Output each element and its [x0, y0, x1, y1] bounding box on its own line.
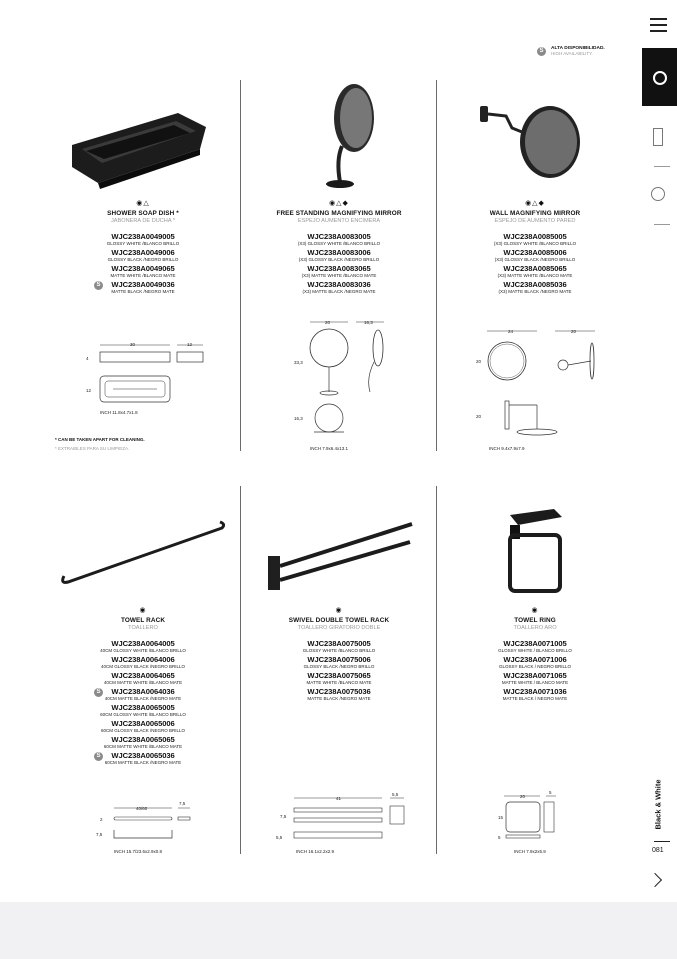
towel-ring-drawing: [494, 788, 574, 844]
list-item: [48, 704, 238, 718]
dim-side: 5: [549, 790, 552, 795]
product-finish: GLOSSY BLACK /NEGRO BRILLO: [303, 664, 375, 669]
dim-width: 20: [520, 794, 526, 799]
product-finish: (X3) GLOSSY WHITE /BLANCO BRILLO: [493, 241, 577, 246]
product-name-es: ESPEJO DE AUMENTO PARED: [494, 218, 576, 224]
product-code: WJC238A0049006: [111, 248, 175, 257]
product-code: WJC238A0075036: [307, 687, 371, 696]
product-code: WJC238A0075005: [307, 639, 371, 648]
list-item: [440, 656, 630, 670]
product-finish: MATTE WHITE / BLANCO MATE: [501, 680, 569, 685]
dim-width: 41: [336, 796, 342, 801]
list-item: [48, 672, 238, 686]
footer-band: [0, 902, 677, 959]
inch-soap-dish: INCH 11.8x4.7x1.8: [100, 410, 138, 415]
dim-height: 4: [86, 356, 89, 361]
availability-label-en: HIGH AVAILABILITY.: [551, 51, 593, 56]
code-list: [48, 233, 238, 295]
list-item: [440, 281, 630, 295]
inch-swivel-towel-rack: INCH 16.1x2.2x2.9: [296, 849, 335, 854]
dim-height: 2: [100, 817, 103, 822]
product-towel-ring: [440, 606, 630, 704]
product-finish: (X3) MATTE WHITE /BLANCO MATE: [497, 273, 573, 278]
list-item: [440, 233, 630, 247]
product-name: SHOWER SOAP DISH *: [107, 210, 179, 217]
symbol-icons: ◉△◆: [525, 200, 545, 207]
product-code: WJC238A0065065: [111, 735, 175, 744]
dim-depth: 5: [498, 835, 501, 840]
availability-label-es: ALTA DISPONIBILIDAD.: [551, 46, 605, 51]
code-list: [48, 640, 238, 766]
symbol-icons: ◉: [335, 607, 343, 614]
product-code: WJC238A0075065: [307, 671, 371, 680]
product-code: WJC238A0049036: [111, 280, 175, 289]
product-finish: 40CM GLOSSY BLACK /NEGRO BRILLO: [101, 664, 185, 669]
product-finish: MATTE BLACK /NEGRO MATE: [307, 696, 371, 701]
product-code: WJC238A0064006: [111, 655, 175, 664]
product-finish: 40CM MATTE WHITE /BLANCO MATE: [103, 680, 183, 685]
free-standing-mirror-image: [312, 80, 392, 190]
divider: [654, 224, 670, 225]
dim-width: 20: [325, 320, 331, 325]
product-finish: 60CM GLOSSY BLACK /NEGRO BRILLO: [101, 728, 185, 733]
dim-base: 16,3: [294, 416, 303, 421]
list-item: [244, 233, 434, 247]
inch-wall-mirror: INCH 9.4x7.9x7.9: [489, 446, 525, 451]
list-item: [48, 656, 238, 670]
soap-dish-drawing: [85, 340, 215, 420]
list-item: [48, 752, 238, 766]
side-rail: [640, 0, 677, 902]
product-code: WJC238A0075006: [307, 655, 371, 664]
availability-badge: S: [94, 752, 103, 761]
code-list: [244, 233, 434, 295]
list-item: [440, 688, 630, 702]
product-finish: GLOSSY BLACK /NEGRO BRILLO: [107, 257, 179, 262]
list-item: [244, 249, 434, 263]
next-page-button[interactable]: [650, 872, 666, 890]
dim-width: 40/60: [136, 806, 148, 811]
product-free-standing-mirror: [244, 199, 434, 297]
product-code: WJC238A0064036: [111, 687, 175, 696]
towel-rack-drawing: [90, 800, 200, 848]
product-finish: 40CM GLOSSY WHITE /BLANCO BRILLO: [100, 648, 186, 653]
dim-width: 30: [130, 342, 136, 347]
list-item: [48, 736, 238, 750]
symbol-icons: ◉: [531, 607, 539, 614]
menu-icon[interactable]: [650, 18, 667, 32]
product-finish: GLOSSY BLACK / NEGRO BRILLO: [499, 664, 571, 669]
nav-tab-tissue[interactable]: [651, 187, 665, 201]
towel-ring-image: [500, 505, 570, 597]
dim-depth: 5,5: [276, 835, 283, 840]
product-name: FREE STANDING MAGNIFYING MIRROR: [276, 210, 402, 217]
list-item: [244, 640, 434, 654]
inch-towel-rack: INCH 15.7/23.6x2.9x0.8: [114, 849, 163, 854]
list-item: [244, 656, 434, 670]
list-item: [48, 720, 238, 734]
product-finish: (X3) GLOSSY BLACK /NEGRO BRILLO: [494, 257, 576, 262]
product-name: TOWEL RACK: [120, 617, 166, 624]
symbol-icons: ◉△: [136, 200, 150, 207]
list-item: [440, 672, 630, 686]
product-finish: MATTE BLACK /NEGRO MATE: [111, 289, 175, 294]
swivel-towel-rack-image: [264, 516, 414, 596]
list-item: [244, 688, 434, 702]
brand-label: Black & White: [653, 779, 663, 830]
dim-depth: 7,5: [96, 832, 103, 837]
product-code: WJC238A0071065: [503, 671, 567, 680]
code-list: [244, 640, 434, 702]
swivel-towel-rack-drawing: [272, 790, 412, 848]
towel-rack-image: [58, 518, 228, 588]
product-finish: (X3) GLOSSY WHITE /BLANCO BRILLO: [297, 241, 381, 246]
product-code: WJC238A0085036: [503, 280, 567, 289]
list-item: [48, 233, 238, 247]
product-finish: 60CM MATTE WHITE /BLANCO MATE: [103, 744, 183, 749]
inch-towel-ring: INCH 7.9x2x5.9: [514, 849, 546, 854]
availability-badge: S: [537, 47, 546, 56]
dim-height: 7,5: [280, 814, 287, 819]
product-code: WJC238A0085065: [503, 264, 567, 273]
divider: [436, 486, 437, 854]
list-item: [244, 672, 434, 686]
product-name-es: JABONERA DE DUCHA *: [110, 218, 176, 224]
symbol-icons: ◉: [139, 607, 147, 614]
product-code: WJC238A0083006: [307, 248, 371, 257]
product-name-es: TOALLERO GIRATORIO DOBLE: [297, 625, 381, 631]
product-finish: 40CM MATTE BLACK /NEGRO MATE: [104, 696, 182, 701]
chevron-right-icon: [648, 873, 662, 887]
list-item: [48, 640, 238, 654]
product-code: WJC238A0071006: [503, 655, 567, 664]
product-finish: (X3) MATTE BLACK /NEGRO MATE: [302, 289, 376, 294]
dim-side: 20: [571, 329, 577, 334]
availability-badge: S: [94, 688, 103, 697]
product-finish: (X3) MATTE WHITE /BLANCO MATE: [301, 273, 377, 278]
symbol-icons: ◉△◆: [329, 200, 349, 207]
availability-badge: S: [94, 281, 103, 290]
list-item: [48, 249, 238, 263]
product-code: WJC238A0064065: [111, 671, 175, 680]
product-finish: 60CM GLOSSY WHITE /BLANCO BRILLO: [100, 712, 186, 717]
product-finish: MATTE WHITE /BLANCO MATE: [110, 273, 176, 278]
product-code: WJC238A0085006: [503, 248, 567, 257]
note-en: * CAN BE TAKEN APART FOR CLEANING.: [55, 437, 145, 442]
divider: [436, 80, 437, 451]
list-item: [244, 281, 434, 295]
product-finish: MATTE WHITE /BLANCO MATE: [306, 680, 372, 685]
product-code: WJC238A0065036: [111, 751, 175, 760]
product-name: WALL MAGNIFYING MIRROR: [489, 210, 581, 217]
wall-mirror-image: [478, 102, 586, 182]
product-finish: (X3) MATTE BLACK /NEGRO MATE: [498, 289, 572, 294]
product-name-es: TOALLERO: [128, 625, 158, 631]
divider: [240, 486, 241, 854]
dim-height: 33,3: [294, 360, 303, 365]
product-name-es: TOALLERO ARO: [513, 625, 557, 631]
product-code: WJC238A0071005: [503, 639, 567, 648]
product-finish: 60CM MATTE BLACK /NEGRO MATE: [104, 760, 182, 765]
wall-mirror-drawing: [475, 325, 600, 440]
product-name-es: ESPEJO AUMENTO ENCIMERA: [297, 218, 381, 224]
product-shower-soap-dish: [48, 199, 238, 297]
product-name: SWIVEL DOUBLE TOWEL RACK: [288, 617, 390, 624]
product-code: WJC238A0083065: [307, 264, 371, 273]
dim-side: 7,5: [179, 801, 186, 806]
note-es: * EXTRAIBLES PARA SU LIMPIEZA.: [55, 446, 130, 451]
dim-height: 20: [476, 359, 482, 364]
product-code: WJC238A0049065: [111, 264, 175, 273]
product-finish: (X3) GLOSSY BLACK /NEGRO BRILLO: [298, 257, 380, 262]
product-code: WJC238A0064005: [111, 639, 175, 648]
dim-depth: 20: [476, 414, 482, 419]
nav-tab-mirror[interactable]: [653, 128, 663, 146]
list-item: [48, 281, 238, 295]
page-number: 081: [652, 847, 664, 854]
product-name: TOWEL RING: [514, 617, 556, 624]
divider: [654, 166, 670, 167]
ring-icon: [653, 71, 667, 85]
product-code: WJC238A0085005: [503, 232, 567, 241]
list-item: [440, 640, 630, 654]
list-item: [440, 249, 630, 263]
list-item: [244, 265, 434, 279]
product-swivel-double-towel-rack: [244, 606, 434, 704]
nav-tab-accessories[interactable]: [642, 48, 677, 106]
product-code: WJC238A0083036: [307, 280, 371, 289]
product-finish: GLOSSY WHITE / BLANCO BRILLO: [498, 648, 572, 653]
dim-side: 5,5: [392, 792, 399, 797]
divider: [240, 80, 241, 451]
product-code: WJC238A0049005: [111, 232, 175, 241]
product-code: WJC238A0083005: [307, 232, 371, 241]
list-item: [48, 688, 238, 702]
soap-dish-image: [60, 105, 210, 195]
dim-depth: 12: [86, 388, 92, 393]
list-item: [440, 265, 630, 279]
code-list: [440, 233, 630, 295]
product-code: WJC238A0065005: [111, 703, 175, 712]
code-list: [440, 640, 630, 702]
product-towel-rack: [48, 606, 238, 768]
product-code: WJC238A0071036: [503, 687, 567, 696]
product-code: WJC238A0065006: [111, 719, 175, 728]
dim-height: 15: [498, 815, 504, 820]
divider: [654, 841, 670, 842]
list-item: [48, 265, 238, 279]
product-wall-mirror: [440, 199, 630, 297]
dim-width: 24: [508, 329, 514, 334]
dim-side: 12: [187, 342, 193, 347]
product-finish: GLOSSY WHITE /BLANCO BRILLO: [302, 648, 376, 653]
product-finish: MATTE BLACK / NEGRO MATE: [502, 696, 568, 701]
product-finish: GLOSSY WHITE /BLANCO BRILLO: [106, 241, 180, 246]
free-standing-mirror-drawing: [290, 318, 400, 438]
inch-free-standing-mirror: INCH 7.9x6.4x13.1: [310, 446, 349, 451]
dim-side: 16,3: [364, 320, 373, 325]
